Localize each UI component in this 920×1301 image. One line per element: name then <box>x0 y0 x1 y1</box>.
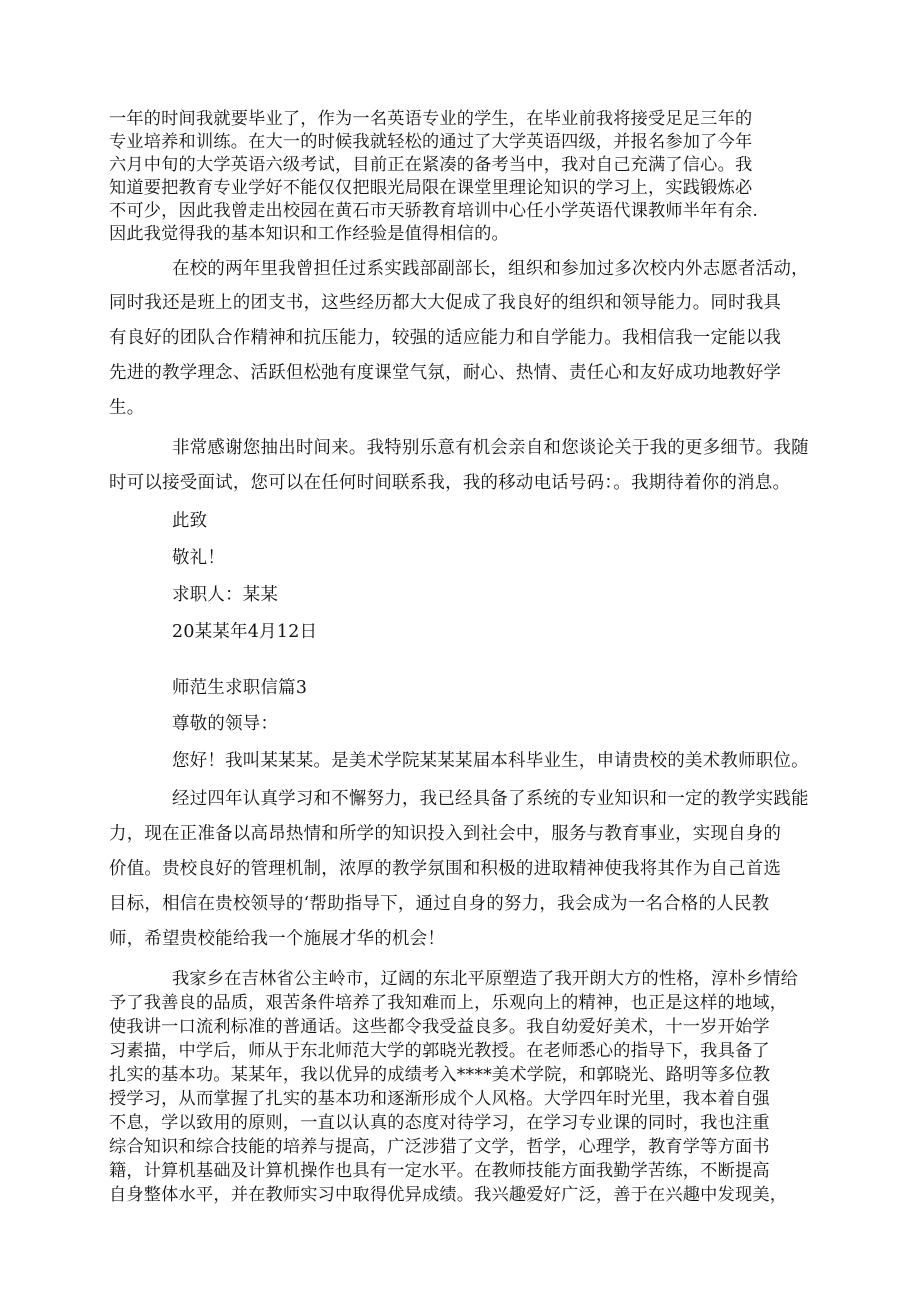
paragraph-5-line-8: 综合知识和综合技能的培养与提高，广泛涉猎了文学，哲学，心理学，教育学等方面书 <box>109 1137 770 1157</box>
paragraph-4-line-4: 目标，相信在贵校领导的‘帮助指导下，通过自身的努力，我会成为一名合格的人民教 <box>109 894 770 914</box>
paragraph-1-line-4: 知道要把教育专业学好不能仅仅把眼光局限在课堂里理论知识的学习上，实践锻炼必 <box>109 178 753 198</box>
paragraph-5-line-10: 自身整体水平，并在教师实习中取得优异成绩。我兴趣爱好广泛，善于在兴趣中发现美， <box>109 1185 788 1205</box>
paragraph-5-line-9: 籍，计算机基础及计算机操作也具有一定水平。在教师技能方面我勤学苦练，不断提高 <box>109 1161 770 1181</box>
paragraph-5-line-3: 使我讲一口流利标准的普通话。这些都令我受益良多。我自幼爱好美术，十一岁开始学 <box>109 1017 770 1037</box>
letter-date: 20某某年4月12日 <box>172 622 318 642</box>
salutation: 尊敬的领导： <box>172 714 279 734</box>
paragraph-3-line-1: 非常感谢您抽出时间来。我特别乐意有机会亲自和您谈论关于我的更多细节。我随 <box>172 438 809 458</box>
paragraph-4-line-2: 力，现在正准备以高昂热情和所学的知识投入到社会中，服务与教育事业，实现自身的 <box>109 824 782 844</box>
paragraph-3-line-2: 时可以接受面试，您可以在任何时间联系我，我的移动电话号码：。我期待着你的消息。 <box>109 473 791 493</box>
signature: 求职人：某某 <box>172 585 279 605</box>
paragraph-1-line-3: 六月中旬的大学英语六级考试，目前正在紧凑的备考当中，我对自己充满了信心。我 <box>109 155 753 175</box>
paragraph-2-line-4: 先进的教学理念、活跃但松弛有度课堂气氛，耐心、热情、责任心和友好成功地教好学 <box>109 363 782 383</box>
paragraph-5-line-6: 授学习，从而掌握了扎实的基本功和逐渐形成个人风格。大学四年时光里，我本着自强 <box>109 1089 770 1109</box>
paragraph-4-line-3: 价值。贵校良好的管理机制，浓厚的教学氛围和积极的进取精神使我将其作为自己首选 <box>109 859 782 879</box>
paragraph-4-line-1: 经过四年认真学习和不懈努力，我已经具备了系统的专业知识和一定的教学实践能 <box>172 789 809 809</box>
paragraph-5-line-2: 予了我善良的品质，艰苦条件培养了我知难而上，乐观向上的精神，也正是这样的地域， <box>109 993 788 1013</box>
paragraph-1-line-6: 因此我觉得我的基本知识和工作经验是值得相信的。 <box>109 224 509 244</box>
paragraph-2-line-3: 有良好的团队合作精神和抗压能力，较强的适应能力和自学能力。我相信我一定能以我 <box>109 328 782 348</box>
paragraph-5-line-5: 扎实的基本功。某某年，我以优异的成绩考入****美术学院，和郭晓光、路明等多位教 <box>109 1065 771 1085</box>
paragraph-5-line-4: 习素描，中学后，师从于东北师范大学的郭晓光教授。在老师悉心的指导下，我具备了 <box>109 1041 770 1061</box>
closing-salute: 敬礼！ <box>172 548 226 568</box>
paragraph-1-line-1: 一年的时间我就要毕业了，作为一名英语专业的学生，在毕业前我将接受足足三年的 <box>109 109 753 129</box>
paragraph-1-line-2: 专业培养和训练。在大一的时候我就轻松的通过了大学英语四级，并报名参加了今年 <box>109 132 753 152</box>
paragraph-2-line-1: 在校的两年里我曾担任过系实践部副部长，组织和参加过多次校内外志愿者活动， <box>172 259 809 279</box>
section-title: 师范生求职信篇3 <box>172 678 308 698</box>
paragraph-4-line-5: 师，希望贵校能给我一个施展才华的机会！ <box>109 929 446 949</box>
paragraph-1-line-5: 不可少，因此我曾走出校园在黄石市天骄教育培训中心任小学英语代课教师半年有余. <box>109 201 759 221</box>
paragraph-2-line-5: 生。 <box>109 398 145 418</box>
closing-greeting: 此致 <box>172 511 208 531</box>
paragraph-2-line-2: 同时我还是班上的团支书，这些经历都大大促成了我良好的组织和领导能力。同时我具 <box>109 293 782 313</box>
intro-line: 您好！我叫某某某。是美术学院某某某届本科毕业生，申请贵校的美术教师职位。 <box>172 751 809 771</box>
paragraph-5-line-1: 我家乡在吉林省公主岭市，辽阔的东北平原塑造了我开朗大方的性格，淳朴乡情给 <box>172 969 798 989</box>
paragraph-5-line-7: 不息，学以致用的原则，一直以认真的态度对待学习，在学习专业课的同时，我也注重 <box>109 1113 770 1133</box>
